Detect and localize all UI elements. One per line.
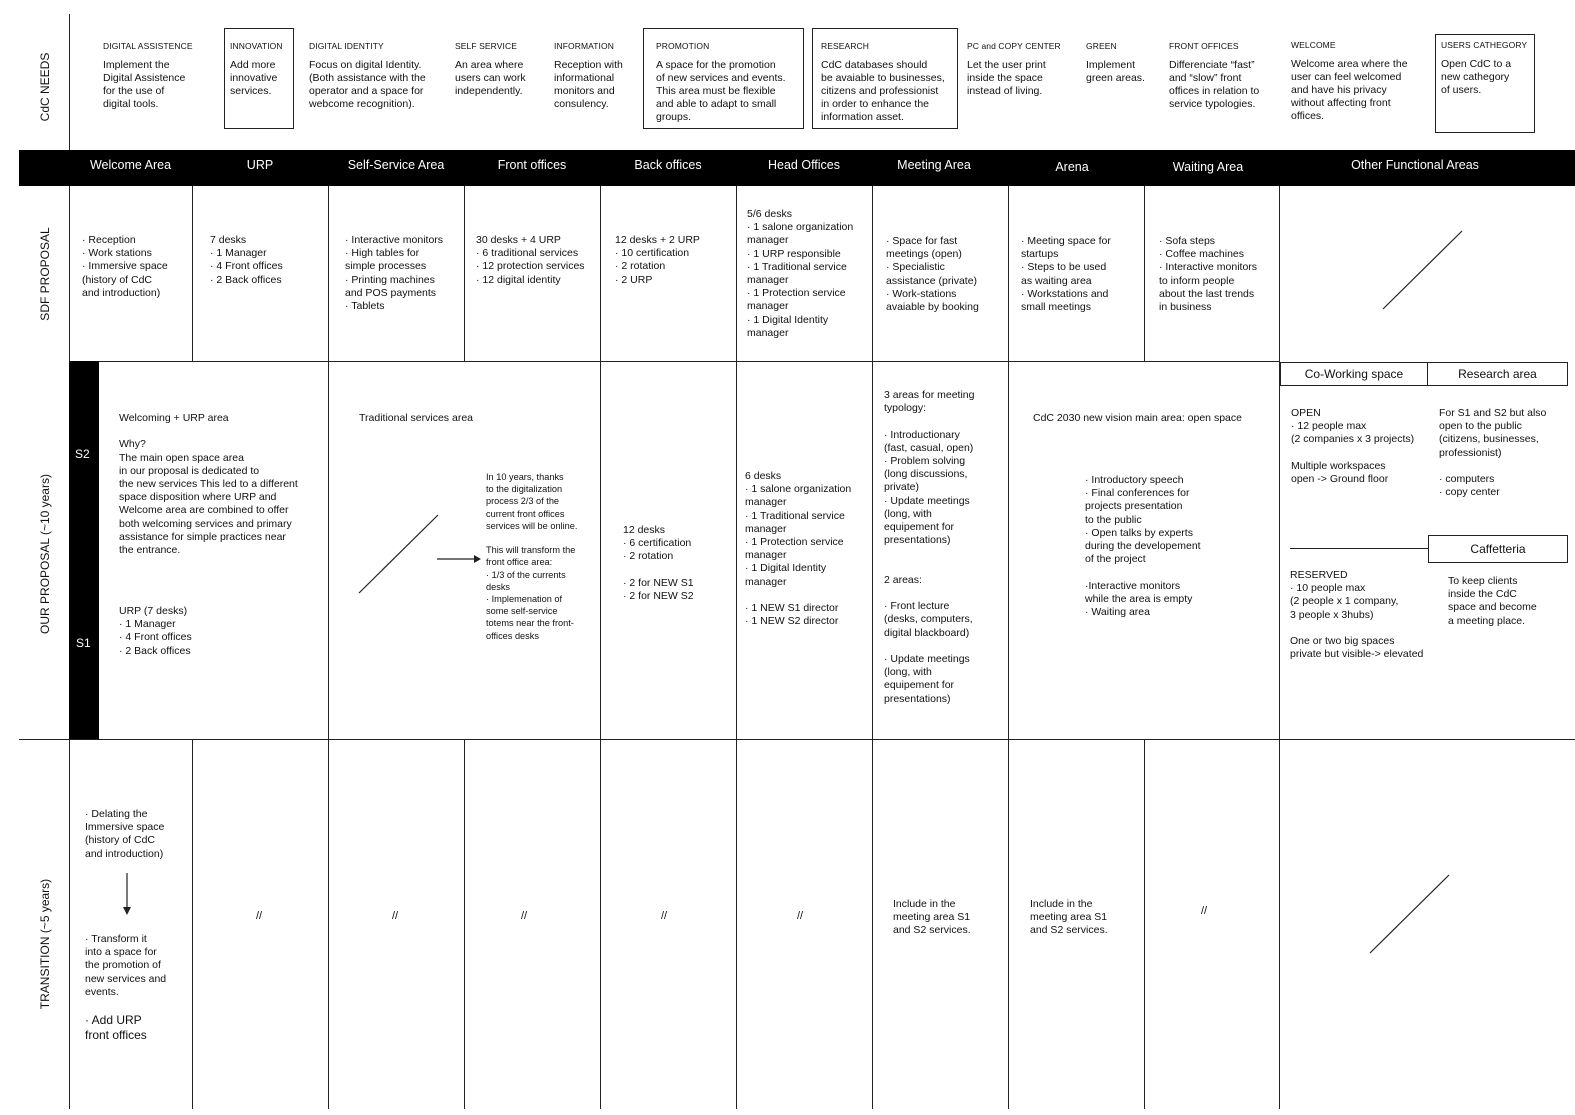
- need-body: An area where users can work independently.: [455, 59, 526, 97]
- ours-back-offices: 12 desks · 6 certification · 2 rotation · 2 for NEW S1 · 2 for NEW S2: [623, 524, 694, 603]
- ours-traditional-services: Traditional services area: [359, 412, 473, 424]
- transition-front-offices: //: [521, 910, 528, 922]
- need-body: Add more innovative services.: [230, 59, 278, 97]
- transition-other-empty-slash: [1367, 872, 1453, 956]
- need-title: INFORMATION: [554, 41, 614, 51]
- transition-waiting: //: [1201, 905, 1208, 917]
- column-header-head-offices: Head Offices: [767, 158, 841, 172]
- grid-line: [872, 739, 873, 1109]
- sdf-waiting: · Sofa steps · Coffee machines · Interactive monitors to inform people about the last trends in business: [1159, 235, 1258, 314]
- ours-meeting: 3 areas for meeting typology: · Introductionary (fast, casual, open) · Problem solving (long discussions, private) · Update meetings (long, with equipement for presentations) 2 areas: · Front lecture (desks, computers, digital blackboard) · Update meetings (long, with equipement for presentations): [884, 389, 975, 705]
- need-body: Focus on digital Identity. (Both assistance with the operator and a space for webcome recognition).: [309, 59, 426, 110]
- grid-line: [872, 361, 873, 739]
- column-header-arena: Arena: [1055, 160, 1089, 174]
- need-title: WELCOME: [1291, 40, 1336, 50]
- need-title: FRONT OFFICES: [1169, 41, 1239, 51]
- phase-marker-s2: S2: [75, 447, 90, 461]
- research-text: For S1 and S2 but also open to the public (citizens, businesses, professionist) · computers · copy center: [1439, 407, 1547, 499]
- column-header-other: Other Functional Areas: [1351, 158, 1479, 172]
- ours-head-offices: 6 desks · 1 salone organization manager · 1 Traditional service manager · 1 Protection service manager · 1 Digital Identity manager · 1 NEW S1 director · 1 NEW S2 director: [745, 470, 852, 628]
- sdf-self-service: · Interactive monitors · High tables for simple processes · Printing machines and POS payments · Tablets: [345, 234, 444, 313]
- need-title: INNOVATION: [230, 41, 283, 51]
- column-header-back-offices: Back offices: [634, 158, 702, 172]
- transition-welcome-transform: · Transform it into a space for the promotion of new services and events.: [85, 933, 167, 998]
- need-body: Let the user print inside the space instead of living.: [967, 59, 1046, 97]
- need-body: Implement green areas.: [1086, 59, 1145, 84]
- transition-head-offices: //: [797, 910, 804, 922]
- ours-urp-desks: URP (7 desks) · 1 Manager · 4 Front offices · 2 Back offices: [119, 605, 192, 657]
- column-header-waiting: Waiting Area: [1172, 160, 1244, 174]
- need-body: Implement the Digital Assistence for the use of digital tools.: [103, 59, 186, 110]
- grid-line: [1144, 739, 1145, 1109]
- need-body: Differenciate “fast” and “slow” front offices in relation to service typologies.: [1169, 59, 1260, 110]
- ours-welcome-urp: Welcoming + URP area Why? The main open space area in our proposal is dedicated to the new services This led to a different space disposition where URP and Welcome area are combined to offer both welcoming services and primary assistance for simple practices near the entrance.: [119, 412, 298, 557]
- need-body: CdC databases should be avaiable to businesses, citizens and professionist in order to enhance the information asset.: [821, 59, 945, 123]
- ours-arena-title: CdC 2030 new vision main area: open space: [1033, 412, 1242, 424]
- transition-urp: //: [256, 910, 263, 922]
- column-header-urp: URP: [246, 158, 274, 172]
- need-title: PC and COPY CENTER: [967, 41, 1061, 51]
- caffetteria-text: To keep clients inside the CdC space and become a meeting place.: [1448, 575, 1537, 627]
- sdf-head-offices: 5/6 desks · 1 salone organization manager · 1 URP responsible · 1 Traditional service manager · 1 Protection service manager · 1 Digital Identity manager: [747, 208, 854, 339]
- transition-back-offices: //: [661, 910, 668, 922]
- need-title: GREEN: [1086, 41, 1117, 51]
- coworking-reserved: RESERVED · 10 people max (2 people x 1 company, 3 people x 3hubs) One or two big spaces private but visible-> elevated: [1290, 569, 1424, 661]
- grid-line: [464, 186, 465, 361]
- grid-line: [1008, 361, 1009, 739]
- sdf-back-offices: 12 desks + 2 URP · 10 certification · 2 rotation · 2 URP: [615, 234, 700, 286]
- ours-front-offices: In 10 years, thanks to the digitalization process 2/3 of the current front offices services will be online. This will transform the front office area: · 1/3 of the currents desks · Implemenation of some self-service totems near the front- offices desks: [486, 472, 578, 641]
- sdf-arena: · Meeting space for startups · Steps to be used as waiting area · Workstations and small meetings: [1021, 235, 1111, 314]
- need-title: DIGITAL IDENTITY: [309, 41, 384, 51]
- need-title: USERS CATHEGORY: [1441, 40, 1528, 50]
- sdf-welcome: · Reception · Work stations · Immersive space (history of CdC and introduction): [82, 234, 168, 299]
- row-label-sdf: SDF PROPOSAL: [38, 227, 52, 321]
- column-header-meeting: Meeting Area: [897, 158, 971, 172]
- transition-arena: Include in the meeting area S1 and S2 services.: [1030, 898, 1108, 937]
- row-label-needs: CdC NEEDS: [38, 52, 52, 122]
- grid-line: [1008, 739, 1009, 1109]
- grid-line: [1144, 186, 1145, 361]
- coworking-open: OPEN · 12 people max (2 companies x 3 projects) Multiple workspaces open -> Ground floor: [1291, 407, 1415, 486]
- grid-line: [464, 739, 465, 1109]
- sdf-front-offices: 30 desks + 4 URP · 6 traditional services · 12 protection services · 12 digital identity: [476, 234, 585, 286]
- grid-line: [192, 739, 193, 1109]
- sdf-other-empty-slash: [1380, 228, 1466, 312]
- need-body: A space for the promotion of new services and events. This area must be flexible and able to adapt to small groups.: [656, 59, 786, 123]
- column-header-front-offices: Front offices: [497, 158, 567, 172]
- row-label-our-proposal: OUR PROPOSAL (~10 years): [38, 474, 52, 634]
- needs-left-border: [69, 14, 70, 150]
- grid-line: [1008, 186, 1009, 361]
- transition-self-service: //: [392, 910, 399, 922]
- research-header: Research area: [1427, 362, 1568, 386]
- transition-meeting: Include in the meeting area S1 and S2 services.: [893, 898, 971, 937]
- phase-marker-s1: S1: [76, 636, 91, 650]
- grid-line: [736, 186, 737, 361]
- column-header-self-service: Self-Service Area: [347, 158, 445, 172]
- sdf-meeting: · Space for fast meetings (open) · Specialistic assistance (private) · Work-stations avaiable by booking: [886, 235, 979, 314]
- sdf-urp: 7 desks · 1 Manager · 4 Front offices · 2 Back offices: [210, 234, 283, 286]
- column-header-welcome: Welcome Area: [89, 158, 172, 172]
- grid-line: [328, 739, 329, 1109]
- grid-line: [1279, 186, 1280, 1109]
- ours-self-service-empty-slash: [356, 512, 442, 596]
- need-title: RESEARCH: [821, 41, 870, 51]
- grid-line: [600, 361, 601, 739]
- need-body: Open CdC to a new cathegory of users.: [1441, 58, 1512, 96]
- need-title: SELF SERVICE: [455, 41, 517, 51]
- ours-arena-list: · Introductory speech · Final conferences for projects presentation to the public · Open talks by experts during the developement of the project ·Interactive monitors while the area is empty · Waiting area: [1085, 474, 1201, 619]
- grid-line: [192, 186, 193, 361]
- grid-line: [19, 739, 1575, 740]
- down-arrow-icon: [121, 872, 133, 916]
- grid-line: [736, 739, 737, 1109]
- phase-bar: [69, 361, 99, 739]
- caffetteria-header: Caffetteria: [1428, 535, 1568, 563]
- grid-line: [600, 186, 601, 361]
- grid-line: [872, 186, 873, 361]
- need-title: DIGITAL ASSISTENCE: [103, 41, 193, 51]
- grid-line: [736, 361, 737, 739]
- row-label-transition: TRANSITION (~5 years): [38, 878, 52, 1010]
- transition-welcome-delete: · Delating the Immersive space (history of CdC and introduction): [85, 808, 165, 860]
- grid-line: [328, 186, 329, 361]
- grid-line: [328, 361, 329, 739]
- need-body: Welcome area where the user can feel welcomed and have his privacy without affecting front offices.: [1291, 58, 1408, 122]
- coworking-divider: [1290, 548, 1428, 549]
- grid-line: [69, 361, 1280, 362]
- need-body: Reception with informational monitors and consulency.: [554, 59, 623, 110]
- transform-arrow-icon: [436, 553, 482, 565]
- coworking-header: Co-Working space: [1280, 362, 1428, 386]
- grid-line: [600, 739, 601, 1109]
- need-title: PROMOTION: [656, 41, 710, 51]
- transition-welcome-add-urp: · Add URP front offices: [85, 1013, 147, 1042]
